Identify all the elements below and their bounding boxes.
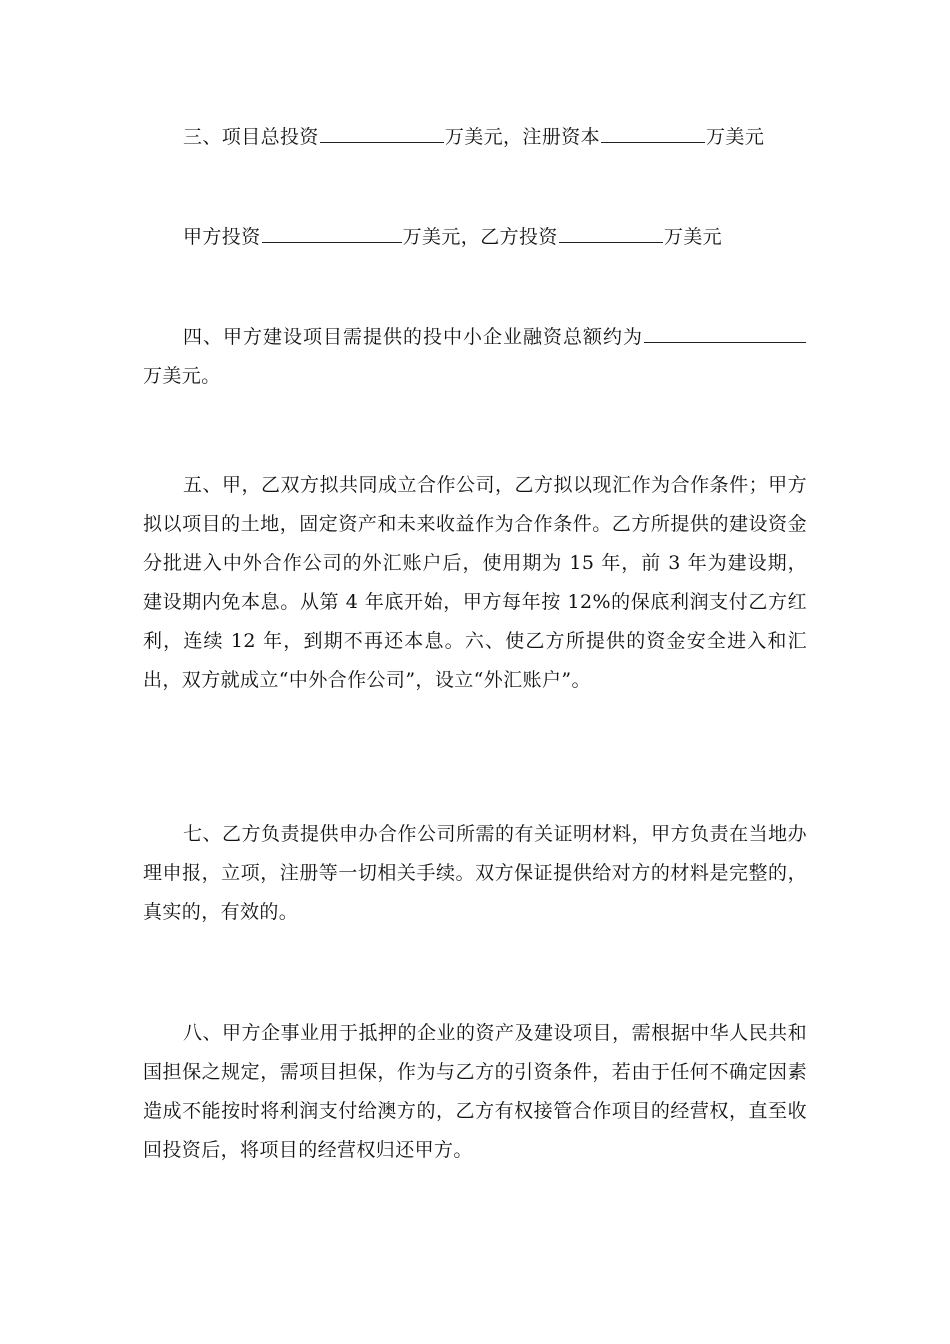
party-b-investment-blank[interactable] <box>559 222 663 243</box>
party-a-investment-blank[interactable] <box>262 222 402 243</box>
clause-3-prefix: 三、项目总投资 <box>183 126 319 148</box>
clause-4-financing <box>143 318 807 396</box>
clause-3b-unit-1: 万美元，乙方投资 <box>402 226 558 248</box>
clause-4-unit: 万美元。 <box>143 365 221 387</box>
total-investment-blank[interactable] <box>320 122 444 143</box>
clause-8-collateral: 八、甲方企事业用于抵押的企业的资产及建设项目，需根据中华人民共和国担保之规定，需项目担保，作为与乙方的引资条件，若由于任何不确定因素造成不能按时将利润支付给澳方的，乙方有权接管合作项目的经营权，直至收回投资后，将项目的经营权归还甲方。 <box>143 1022 807 1161</box>
clause-7-documents: 七、乙方负责提供申办合作公司所需的有关证明材料，甲方负责在当地办理申报，立项，注册等一切相关手续。双方保证提供给对方的材料是完整的，真实的，有效的。 <box>143 823 807 923</box>
clause-3-unit-1: 万美元，注册资本 <box>444 126 601 148</box>
clause-3-party-investment <box>143 218 807 257</box>
clause-3b-unit-2: 万美元 <box>663 226 723 248</box>
clause-3b-prefix: 甲方投资 <box>183 226 261 248</box>
clause-3-investment <box>143 118 807 157</box>
registered-capital-blank[interactable] <box>601 122 705 143</box>
financing-amount-blank[interactable] <box>644 322 806 343</box>
clause-5-cooperation: 五、甲，乙双方拟共同成立合作公司，乙方拟以现汇作为合作条件；甲方拟以项目的土地，固定资产和未来收益作为合作条件。乙方所提供的建设资金分批进入中外合作公司的外汇账户后，使用期为 15 年，前 3 年为建设期，建设期内免本息。从第 4 年底开始，甲方每年按 12%的保底利润支付乙方红利，连续 12 年，到期不再还本息。六、使乙方所提供的资金安全进入和汇出，双方就成立“中外合作公司”，设立“外汇账户”。 <box>143 474 807 691</box>
clause-4-prefix: 四、甲方建设项目需提供的投中小企业融资总额约为 <box>183 326 643 348</box>
clause-3-unit-2: 万美元 <box>706 126 765 148</box>
